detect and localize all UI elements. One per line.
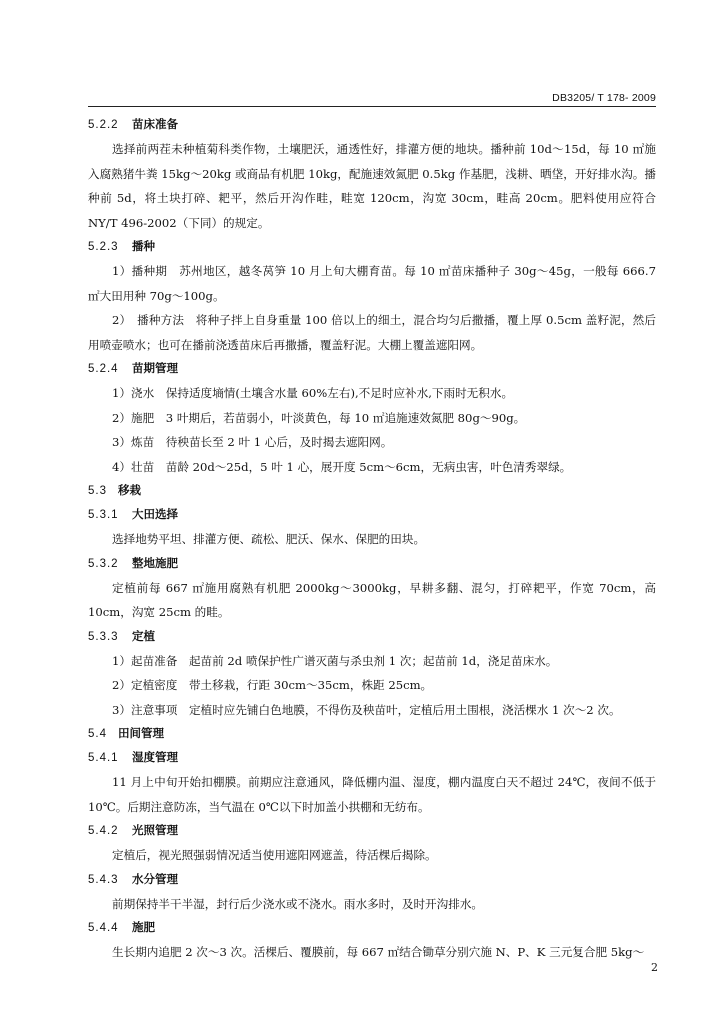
paragraph: 2） 播种方法 将种子拌上自身重量 100 倍以上的细土，混合均匀后撒播，覆上厚 0.5cm 盖籽泥，然后用喷壶喷水；也可在播前浇透苗床后再撒播，覆盖籽泥。大棚上覆盖遮阳网。 [88, 313, 656, 352]
paragraph: 4）壮苗 苗龄 20d～25d，5 叶 1 心，展开度 5cm～6cm，无病虫害，叶色清秀翠绿。 [112, 459, 572, 474]
paragraph: 前期保持半干半湿，封行后少浇水或不浇水。雨水多时，及时开沟排水。 [112, 896, 484, 911]
section-number: 5.3.2 [88, 557, 119, 570]
section-title: 苗床准备 [132, 119, 178, 131]
section-heading [88, 625, 656, 649]
section-number: 5.4.2 [88, 825, 119, 837]
section-title: 大田选择 [132, 509, 178, 521]
section-title: 苗期管理 [132, 363, 178, 375]
paragraph: 3）炼苗 待秧苗长至 2 叶 1 心后，及时揭去遮阳网。 [112, 435, 393, 449]
paragraph: 2）施肥 3 叶期后，若苗弱小，叶淡黄色，每 10 ㎡追施速效氮肥 80g～90g。 [112, 410, 526, 425]
section-number: 5.4.1 [88, 752, 119, 764]
section-title: 田间管理 [118, 728, 164, 740]
section-title: 移栽 [118, 485, 141, 497]
section-heading [88, 722, 656, 746]
section-title: 整地施肥 [132, 557, 178, 570]
paragraph: 1）浇水 保持适度墒情(土壤含水量 60%左右),不足时应补水,下雨时无积水。 [112, 386, 514, 400]
paragraph: 生长期内追肥 2 次～3 次。活棵后、覆膜前，每 667 ㎡结合锄草分别穴施 N、P、K 三元复合肥 5kg～ [112, 945, 645, 959]
paragraph: 1）播种期 苏州地区，越冬莴笋 10 月上旬大棚育苗。每 10 ㎡苗床播种子 30g～45g，一般每 666.7 ㎡大田用种 70g～100g。 [88, 264, 656, 303]
section-heading [88, 235, 656, 259]
section-number: 5.2.3 [88, 241, 119, 253]
paragraph: 定植前每 667 ㎡施用腐熟有机肥 2000kg～3000kg，早耕多翻、混匀，打碎耙平，作宽 70cm，高 10cm，沟宽 25cm 的畦。 [88, 580, 656, 619]
paragraph: 选择地势平坦、排灌方便、疏松、肥沃、保水、保肥的田块。 [112, 532, 426, 546]
paragraph: 11 月上中旬开始扣棚膜。前期应注意通风，降低棚内温、湿度，棚内温度白天不超过 24℃，夜间不低于 10℃。后期注意防冻，当气温在 0℃以下时加盖小拱棚和无纺布。 [88, 775, 656, 814]
page-number: 2 [651, 961, 658, 974]
section-heading [88, 503, 656, 527]
section-heading [88, 479, 656, 503]
section-title: 施肥 [132, 922, 155, 934]
section-heading [88, 819, 656, 843]
section-number: 5.4.4 [88, 922, 119, 934]
section-heading [88, 916, 656, 940]
section-number: 5.2.2 [88, 119, 119, 131]
section-heading [88, 746, 656, 770]
section-title: 光照管理 [132, 825, 178, 837]
section-number: 5.3.3 [88, 630, 119, 643]
paragraph: 定植后，视光照强弱情况适当使用遮阳网遮盖，待活棵后揭除。 [112, 848, 437, 862]
section-title: 湿度管理 [132, 752, 178, 764]
section-heading [88, 357, 656, 381]
section-number: 5.2.4 [88, 363, 119, 375]
section-title: 定植 [132, 630, 155, 643]
paragraph: 3）注意事项 定植时应先铺白色地膜，不得伤及秧苗叶，定植后用土围根，浇活棵水 1 次～2 次。 [112, 702, 621, 717]
section-number: 5.3.1 [88, 509, 119, 521]
section-number: 5.3 [88, 485, 107, 497]
section-title: 播种 [132, 241, 155, 253]
section-number: 5.4 [88, 728, 107, 740]
document-body [88, 113, 656, 965]
section-title: 水分管理 [132, 873, 178, 886]
paragraph: 1）起苗准备 起苗前 2d 喷保护性广谱灭菌与杀虫剂 1 次；起苗前 1d，浇足苗床水。 [112, 653, 558, 668]
section-heading [88, 113, 656, 137]
paragraph: 2）定植密度 带土移栽，行距 30cm～35cm，株距 25cm。 [112, 678, 433, 692]
paragraph: 选择前两茬未种植菊科类作物，土壤肥沃，通透性好，排灌方便的地块。播种前 10d～15d，每 10 ㎡施入腐熟猪牛粪 15kg～20kg 或商品有机肥 10kg，配施速效氮肥 0.5kg 作基肥，浅耕、晒垡，开好排水沟。播种前 5d，将土块打碎、耙平，然后开沟作畦，畦宽 120cm，沟宽 30cm，畦高 20cm。肥料使用应符合 NY/T 496-2002（下同）的规定。 [88, 142, 656, 230]
section-heading [88, 552, 656, 576]
header-divider [88, 106, 656, 107]
section-number: 5.4.3 [88, 873, 119, 886]
section-heading [88, 868, 656, 892]
standard-code: DB3205/ T 178- 2009 [552, 92, 656, 104]
